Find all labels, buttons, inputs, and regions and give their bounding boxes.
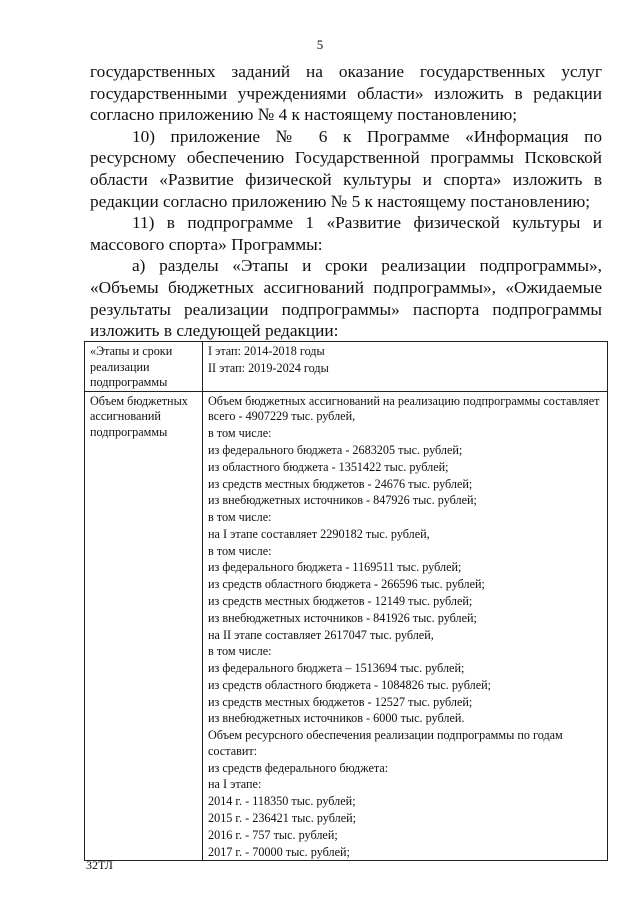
table-value-line: из внебюджетных источников - 6000 тыс. рублей. bbox=[208, 711, 465, 726]
table-value-line: из федерального бюджета - 1169511 тыс. рублей; bbox=[208, 560, 462, 575]
table-value-line: 2014 г. - 118350 тыс. рублей; bbox=[208, 794, 356, 809]
table-value-line: на II этапе составляет 2617047 тыс. рублей, bbox=[208, 627, 434, 642]
paragraph: а) разделы «Этапы и сроки реализации подпрограммы», «Объемы бюджетных ассигнований подпрограммы», «Ожидаемые результаты реализации подпрограммы» паспорта подпрограммы изложить в следующей редакции: bbox=[90, 256, 602, 341]
table-value-line: Объем бюджетных ассигнований на реализацию подпрограммы составляет всего - 4907229 тыс. рублей, bbox=[208, 393, 600, 424]
paragraph: 11) в подпрограмме 1 «Развитие физической культуры и массового спорта» Программы: bbox=[90, 213, 602, 254]
table-value-line: из внебюджетных источников - 841926 тыс. рублей; bbox=[208, 610, 477, 625]
table-value-line: на I этапе составляет 2290182 тыс. рублей, bbox=[208, 526, 430, 541]
body-text bbox=[90, 61, 602, 342]
table-value-line: из областного бюджета - 1351422 тыс. рублей; bbox=[208, 459, 449, 474]
table-row bbox=[85, 342, 608, 392]
table-value-line: II этап: 2019-2024 годы bbox=[208, 360, 329, 375]
table-value-cell bbox=[203, 342, 608, 392]
table-value-line: из средств областного бюджета - 1084826 тыс. рублей; bbox=[208, 677, 492, 692]
table-value-line: в том числе: bbox=[208, 543, 272, 558]
table-value-line: из средств местных бюджетов - 12527 тыс. рублей; bbox=[208, 694, 473, 709]
table-value-line: из федерального бюджета – 1513694 тыс. рублей; bbox=[208, 661, 465, 676]
table-value-line: в том числе: bbox=[208, 426, 272, 441]
table-value-line: 2017 г. - 70000 тыс. рублей; bbox=[208, 844, 350, 859]
table-value-line: в том числе: bbox=[208, 510, 272, 525]
table-value-line: из средств местных бюджетов - 12149 тыс. рублей; bbox=[208, 593, 473, 608]
table-value-line: из федерального бюджета - 2683205 тыс. рублей; bbox=[208, 442, 463, 457]
footer-code: 32ТЛ bbox=[86, 858, 113, 872]
page-number: 5 bbox=[316, 37, 324, 52]
table-value-line: из внебюджетных источников - 847926 тыс. рублей; bbox=[208, 493, 477, 508]
table-value-line: из средств федерального бюджета: bbox=[208, 760, 389, 775]
table-value-line: из средств областного бюджета - 266596 тыс. рублей; bbox=[208, 577, 485, 592]
table-value-line: на I этапе: bbox=[208, 777, 262, 792]
paragraph: 10) приложение № 6 к Программе «Информация по ресурсному обеспечению Государственной программы Псковской области «Развитие физической культуры и спорта» изложить в редакции согласно приложению № 5 к настоящему постановлению; bbox=[90, 126, 602, 211]
table-label-cell: Объем бюджетных ассигнований подпрограммы bbox=[85, 391, 203, 860]
table-value-line: в том числе: bbox=[208, 644, 272, 659]
table-value-line: 2016 г. - 757 тыс. рублей; bbox=[208, 827, 338, 842]
table-label-cell: «Этапы и сроки реализации подпрограммы bbox=[85, 342, 203, 392]
passport-table bbox=[84, 341, 608, 861]
table-value-cell bbox=[203, 391, 608, 860]
table-value-line: Объем ресурсного обеспечения реализации подпрограммы по годам составит: bbox=[208, 728, 563, 758]
table-value-line: I этап: 2014-2018 годы bbox=[208, 344, 325, 358]
table-value-line: 2015 г. - 236421 тыс. рублей; bbox=[208, 810, 357, 825]
table-row bbox=[85, 391, 608, 860]
table-value-line: из средств местных бюджетов - 24676 тыс. рублей; bbox=[208, 476, 473, 491]
paragraph: государственных заданий на оказание государственных услуг государственными учреждениями области» изложить в редакции согласно приложению № 4 к настоящему постановлению; bbox=[90, 62, 602, 125]
